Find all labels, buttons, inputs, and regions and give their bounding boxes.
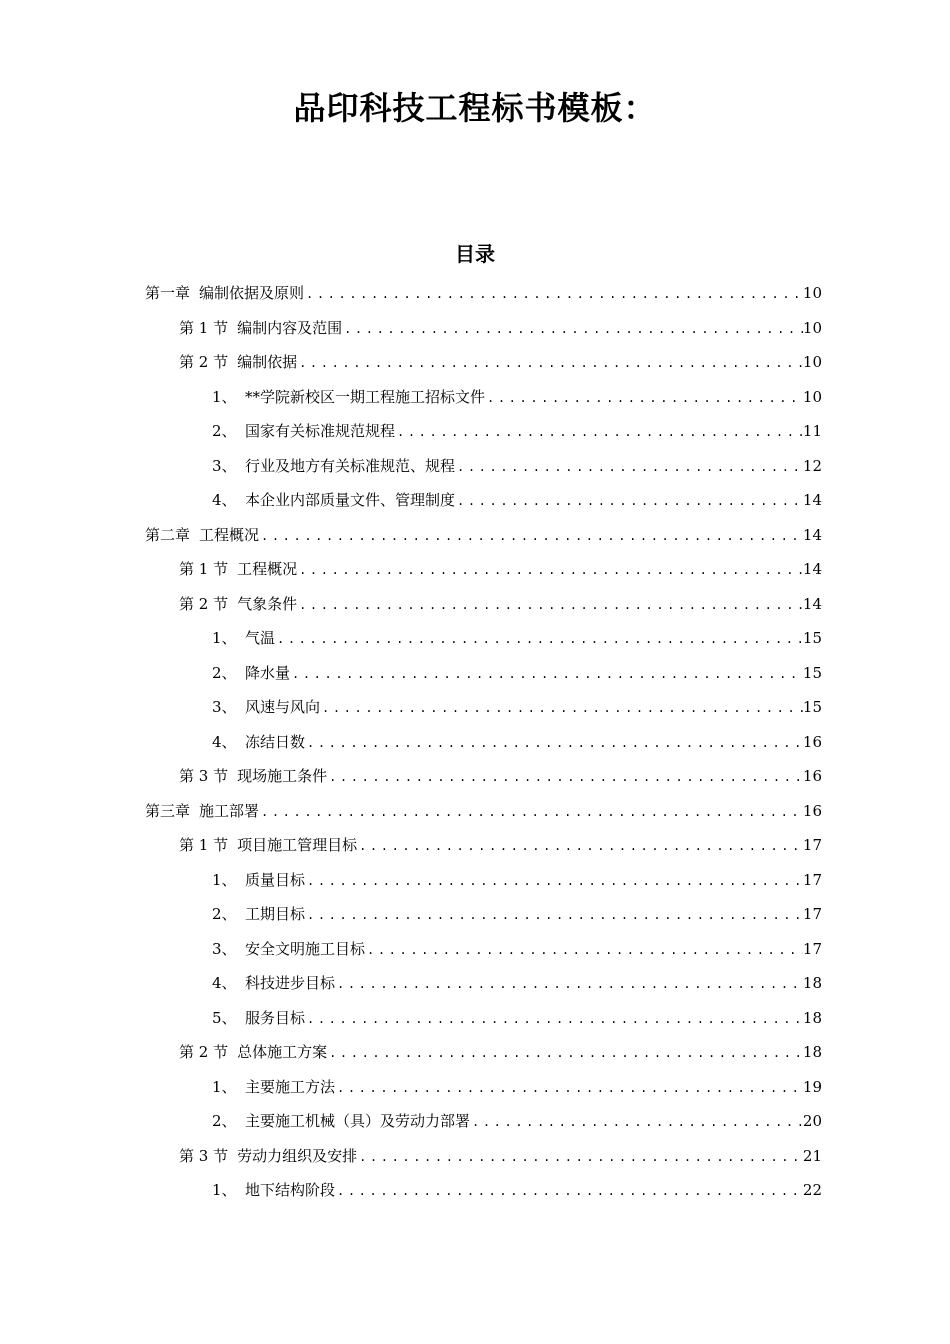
toc-entry-title: 风速与风向 xyxy=(245,698,321,716)
toc-entry-title: 现场施工条件 xyxy=(237,767,328,785)
toc-entry-number: 2、 xyxy=(212,1112,237,1130)
toc-entry-number: 1、 xyxy=(212,387,237,406)
toc-section-entry[interactable] xyxy=(0,1139,950,1174)
toc-entry-page-number: 14 xyxy=(802,594,822,613)
toc-chapter-entry[interactable] xyxy=(0,794,950,829)
toc-subsection-entry[interactable] xyxy=(0,1104,950,1139)
toc-dot-leader xyxy=(297,553,803,588)
toc-entry-title: 工期目标 xyxy=(245,905,306,923)
toc-entry-title: 编制内容及范围 xyxy=(237,318,343,337)
toc-entry-number: 第 1 节 xyxy=(179,318,229,337)
toc-entry-title: 质量目标 xyxy=(245,870,306,889)
toc-entry-page-number: 15 xyxy=(802,629,822,647)
toc-entry-number: 1、 xyxy=(212,1181,237,1199)
toc-subsection-entry[interactable] xyxy=(0,621,950,656)
toc-entry-page-number: 16 xyxy=(802,801,822,820)
toc-entry-title: 编制依据及原则 xyxy=(199,284,305,302)
toc-entry-page-number: 18 xyxy=(802,1043,822,1061)
toc-entry-page-number: 10 xyxy=(802,353,822,371)
toc-entry-number: 第 1 节 xyxy=(179,836,229,854)
toc-entry-title: 冻结日数 xyxy=(245,732,306,751)
toc-entry-page-number: 15 xyxy=(802,698,822,716)
toc-section-entry[interactable] xyxy=(0,311,950,346)
toc-entry-title: 国家有关标准规范规程 xyxy=(245,422,396,440)
toc-section-entry[interactable] xyxy=(0,552,950,587)
toc-dot-leader xyxy=(305,864,803,899)
toc-subsection-entry[interactable] xyxy=(0,897,950,932)
toc-dot-leader xyxy=(297,346,803,381)
toc-dot-leader xyxy=(320,691,803,726)
toc-dot-leader xyxy=(342,312,803,347)
toc-dot-leader xyxy=(365,933,803,968)
toc-entry-title: 气温 xyxy=(245,629,276,647)
toc-dot-leader xyxy=(327,1036,803,1071)
toc-entry-page-number: 10 xyxy=(802,318,822,337)
document-title: 品印科技工程标书模板： xyxy=(293,89,657,127)
toc-entry-page-number: 10 xyxy=(802,284,822,302)
toc-entry-page-number: 19 xyxy=(802,1077,822,1096)
toc-entry-page-number: 15 xyxy=(802,663,822,682)
toc-dot-leader xyxy=(259,519,803,554)
toc-entry-number: 4、 xyxy=(212,732,237,751)
toc-entry-number: 5、 xyxy=(212,1008,237,1027)
toc-entry-number: 第 3 节 xyxy=(179,767,229,785)
toc-entry-number: 第一章 xyxy=(145,284,191,302)
toc-entry-title: 编制依据 xyxy=(237,353,298,371)
toc-dot-leader xyxy=(304,277,803,312)
toc-entry-title: 主要施工方法 xyxy=(245,1077,336,1096)
toc-section-entry[interactable] xyxy=(0,759,950,794)
toc-entry-page-number: 12 xyxy=(802,456,822,475)
toc-entry-page-number: 22 xyxy=(802,1181,822,1199)
toc-entry-title: 本企业内部质量文件、管理制度 xyxy=(245,491,456,509)
toc-dot-leader xyxy=(259,795,803,830)
toc-section-entry[interactable] xyxy=(0,345,950,380)
toc-section-entry[interactable] xyxy=(0,587,950,622)
toc-subsection-entry[interactable] xyxy=(0,1070,950,1105)
toc-dot-leader xyxy=(357,1140,803,1175)
toc-entry-number: 3、 xyxy=(212,698,237,716)
toc-entry-number: 第 2 节 xyxy=(179,594,229,613)
toc-entry-title: 总体施工方案 xyxy=(237,1043,328,1061)
toc-subsection-entry[interactable] xyxy=(0,932,950,967)
toc-heading: 目录 xyxy=(455,242,495,266)
toc-dot-leader xyxy=(395,415,803,450)
toc-entry-page-number: 14 xyxy=(802,525,822,544)
toc-dot-leader xyxy=(455,450,803,485)
table-of-contents xyxy=(0,276,950,1208)
toc-subsection-entry[interactable] xyxy=(0,656,950,691)
toc-subsection-entry[interactable] xyxy=(0,966,950,1001)
toc-dot-leader xyxy=(485,381,803,416)
toc-entry-number: 第二章 xyxy=(145,525,191,544)
toc-dot-leader xyxy=(297,588,803,623)
toc-dot-leader xyxy=(357,829,803,864)
toc-section-entry[interactable] xyxy=(0,1035,950,1070)
toc-entry-title: 施工部署 xyxy=(199,801,260,820)
toc-entry-number: 3、 xyxy=(212,939,237,958)
toc-entry-page-number: 16 xyxy=(802,732,822,751)
toc-entry-page-number: 14 xyxy=(802,491,822,509)
toc-entry-title: 工程概况 xyxy=(199,525,260,544)
toc-entry-number: 第 2 节 xyxy=(179,353,229,371)
toc-entry-title: 工程概况 xyxy=(237,560,298,578)
toc-entry-number: 1、 xyxy=(212,629,237,647)
toc-dot-leader xyxy=(335,1071,803,1106)
toc-subsection-entry[interactable] xyxy=(0,414,950,449)
toc-entry-page-number: 18 xyxy=(802,974,822,992)
toc-entry-title: 科技进步目标 xyxy=(245,974,336,992)
toc-subsection-entry[interactable] xyxy=(0,380,950,415)
toc-subsection-entry[interactable] xyxy=(0,725,950,760)
toc-entry-title: 服务目标 xyxy=(245,1008,306,1027)
toc-entry-page-number: 11 xyxy=(802,422,822,440)
toc-entry-number: 2、 xyxy=(212,905,237,923)
toc-entry-title: 行业及地方有关标准规范、规程 xyxy=(245,456,456,475)
toc-entry-title: 地下结构阶段 xyxy=(245,1181,336,1199)
toc-entry-title: 项目施工管理目标 xyxy=(237,836,358,854)
toc-entry-page-number: 10 xyxy=(802,387,822,406)
toc-entry-page-number: 17 xyxy=(802,836,822,854)
toc-chapter-entry[interactable] xyxy=(0,276,950,311)
toc-entry-title: 安全文明施工目标 xyxy=(245,939,366,958)
toc-entry-page-number: 17 xyxy=(802,939,822,958)
toc-entry-number: 3、 xyxy=(212,456,237,475)
toc-subsection-entry[interactable] xyxy=(0,863,950,898)
toc-entry-title: **学院新校区一期工程施工招标文件 xyxy=(245,387,486,406)
toc-entry-title: 主要施工机械（具）及劳动力部署 xyxy=(245,1112,471,1130)
toc-dot-leader xyxy=(305,726,803,761)
toc-entry-title: 降水量 xyxy=(245,663,291,682)
toc-entry-page-number: 21 xyxy=(802,1146,822,1165)
toc-entry-title: 劳动力组织及安排 xyxy=(237,1146,358,1165)
toc-dot-leader xyxy=(335,967,803,1002)
toc-entry-number: 第 3 节 xyxy=(179,1146,229,1165)
toc-chapter-entry[interactable] xyxy=(0,518,950,553)
toc-entry-number: 4、 xyxy=(212,491,237,509)
toc-dot-leader xyxy=(470,1105,803,1140)
toc-dot-leader xyxy=(455,484,803,519)
toc-entry-number: 2、 xyxy=(212,663,237,682)
toc-entry-number: 1、 xyxy=(212,1077,237,1096)
toc-entry-page-number: 20 xyxy=(802,1112,822,1130)
toc-entry-number: 第 2 节 xyxy=(179,1043,229,1061)
toc-dot-leader xyxy=(275,622,803,657)
toc-entry-page-number: 14 xyxy=(802,560,822,578)
toc-entry-number: 第 1 节 xyxy=(179,560,229,578)
toc-entry-number: 4、 xyxy=(212,974,237,992)
toc-dot-leader xyxy=(290,657,803,692)
toc-entry-page-number: 16 xyxy=(802,767,822,785)
toc-entry-page-number: 17 xyxy=(802,905,822,923)
toc-entry-number: 第三章 xyxy=(145,801,191,820)
toc-entry-page-number: 17 xyxy=(802,870,822,889)
toc-dot-leader xyxy=(335,1174,803,1209)
toc-dot-leader xyxy=(327,760,803,795)
toc-entry-page-number: 18 xyxy=(802,1008,822,1027)
toc-subsection-entry[interactable] xyxy=(0,690,950,725)
toc-dot-leader xyxy=(305,898,803,933)
toc-section-entry[interactable] xyxy=(0,828,950,863)
toc-subsection-entry[interactable] xyxy=(0,1001,950,1036)
toc-entry-number: 2、 xyxy=(212,422,237,440)
toc-subsection-entry[interactable] xyxy=(0,1173,950,1208)
toc-subsection-entry[interactable] xyxy=(0,483,950,518)
toc-dot-leader xyxy=(305,1002,803,1037)
toc-entry-title: 气象条件 xyxy=(237,594,298,613)
toc-entry-number: 1、 xyxy=(212,870,237,889)
toc-subsection-entry[interactable] xyxy=(0,449,950,484)
